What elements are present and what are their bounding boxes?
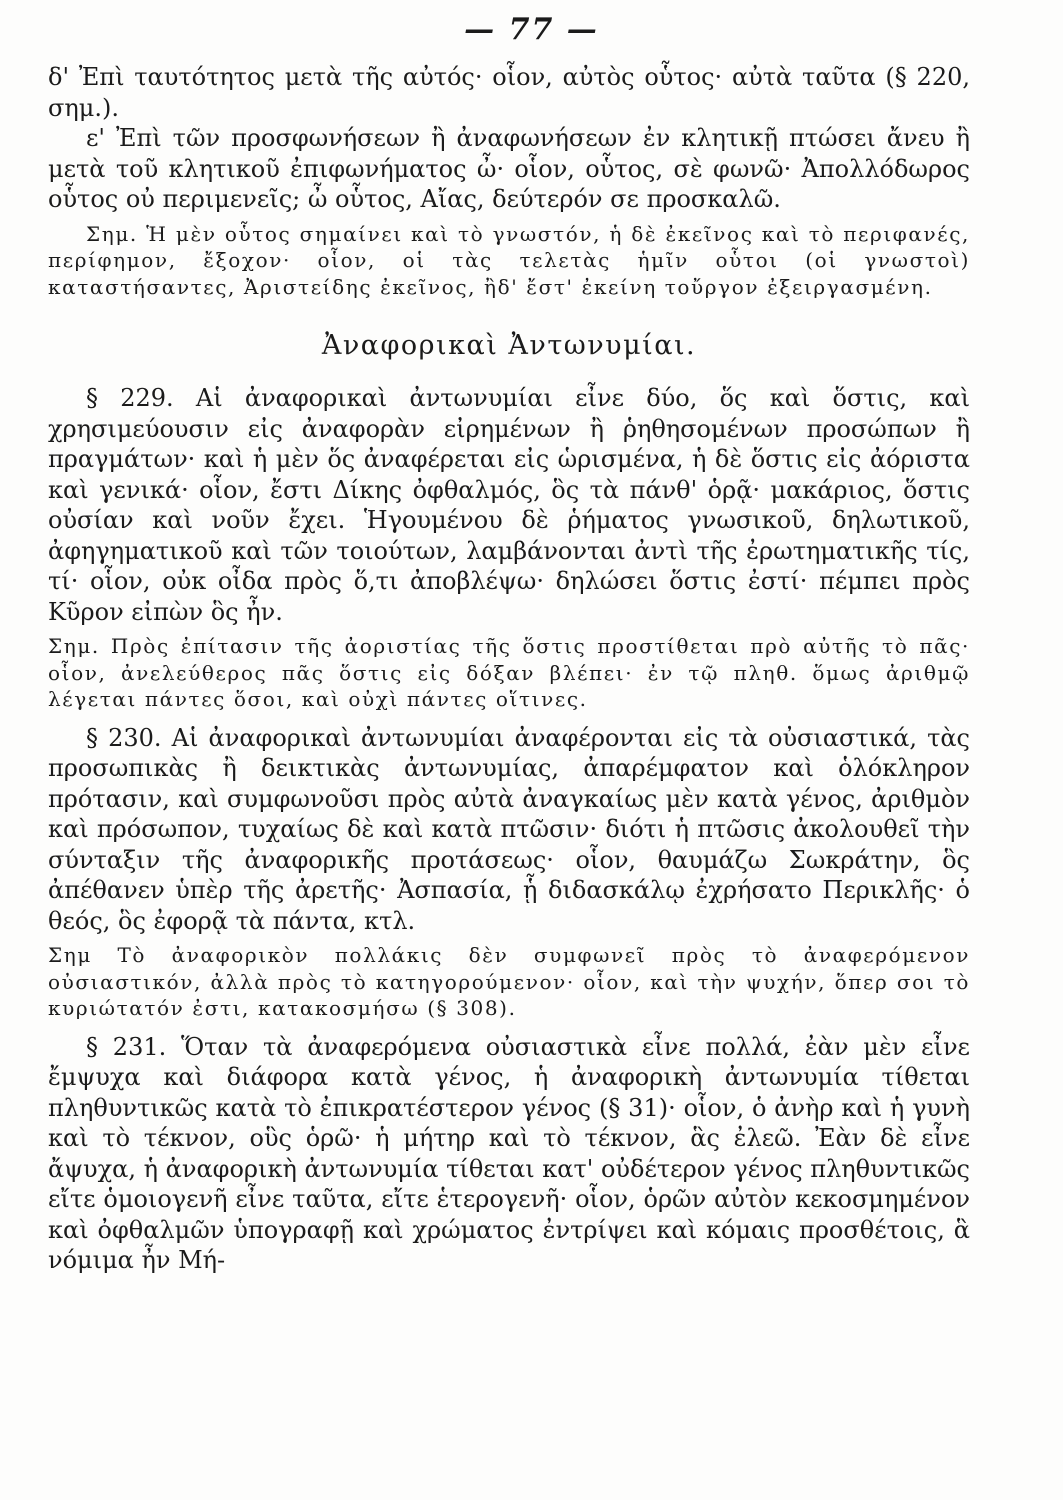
paragraph-section-229: § 229. Αἱ ἀναφορικαὶ ἀντωνυμίαι εἶνε δύο, ὅς καὶ ὅστις, καὶ χρησιμεύουσιν εἰς ἀναφορὰν εἰρημένων ἢ ῥηθησομένων προσώπων ἢ πραγμάτων· καὶ ἡ μὲν ὅς ἀναφέρεται εἰς ὡρισμένα, ἡ δὲ ὅστις εἰς ἀόριστα καὶ γενικά· οἷον, ἔστι Δίκης ὀφθαλμός, ὃς τὰ πάνθ' ὁρᾷ· μακάριος, ὅστις οὐσίαν καὶ νοῦν ἔχει. Ἡγουμένου δὲ ῥήματος γνωσικοῦ, δηλωτικοῦ, ἀφηγηματικοῦ καὶ τῶν τοιούτων, λαμβάνονται ἀντὶ τῆς ἐρωτηματικῆς τίς, τί· οἷον, οὐκ οἶδα πρὸς ὅ,τι ἀποβλέψω· δηλώσει ὅστις ἐστί· πέμπει πρὸς Κῦρον εἰπὼν ὃς ἦν. [48,384,970,626]
paragraph-vocative-usage: ε' Ἐπὶ τῶν προσφωνήσεων ἢ ἀναφωνήσεων ἐν κλητικῇ πτώσει ἄνευ ἢ μετὰ τοῦ κλητικοῦ ἐπιφωνήματος ὦ· οἷον, οὗτος, σὲ φωνῶ· Ἀπολλόδωρος οὗτος οὐ περιμενεῖς; ὦ οὗτος, Αἴας, δεύτερόν σε προσκαλῶ. [48,124,970,213]
paragraph-section-230: § 230. Αἱ ἀναφορικαὶ ἀντωνυμίαι ἀναφέρονται εἰς τὰ οὐσιαστικά, τὰς προσωπικὰς ἢ δεικτικὰς ἀντωνυμίας, ἀπαρέμφατον καὶ ὁλόκληρον πρότασιν, καὶ συμφωνοῦσι πρὸς αὐτὰ ἀναγκαίως μὲν κατὰ γένος, ἀριθμὸν καὶ πρόσωπον, τυχαίως δὲ καὶ κατὰ πτῶσιν· διότι ἡ πτῶσις ἀκολουθεῖ τὴν σύνταξιν τῆς ἀναφορικῆς προτάσεως· οἷον, θαυμάζω Σωκράτην, ὃς ἀπέθανεν ὑπὲρ τῆς ἀρετῆς· Ἀσπασία, ᾗ διδασκάλῳ ἐχρήσατο Περικλῆς· ὁ θεός, ὃς ἐφορᾷ τὰ πάντα, κτλ. [48,723,970,935]
paragraph-section-231: § 231. Ὅταν τὰ ἀναφερόμενα οὐσιαστικὰ εἶνε πολλά, ἐὰν μὲν εἶνε ἔμψυχα καὶ διάφορα κατὰ γένος, ἡ ἀναφορικὴ ἀντωνυμία τίθεται πληθυντικῶς κατὰ τὸ ἐπικρατέστερον γένος (§ 31)· οἷον, ὁ ἀνὴρ καὶ ἡ γυνὴ καὶ τὸ τέκνον, οὓς ὁρῶ· ἡ μήτηρ καὶ τὸ τέκνον, ἃς ἐλεῶ. Ἐὰν δὲ εἶνε ἄψυχα, ἡ ἀναφορικὴ ἀντωνυμία τίθεται κατ' οὐδέτερον γένος πληθυντικῶς εἴτε ὁμοιογενῆ εἶνε ταῦτα, εἴτε ἑτερογενῆ· οἷον, ὁρῶν αὐτὸν κεκοσμημένον καὶ ὀφθαλμῶν ὑπογραφῇ καὶ χρώματος ἐντρίψει καὶ κόμαις προσθέτοις, ἃ νόμιμα ἦν Μή- [48,1032,970,1274]
note-demonstratives: Σημ. Ἡ μὲν οὗτος σημαίνει καὶ τὸ γνωστόν, ἡ δὲ ἐκεῖνος καὶ τὸ περιφανές, περίφημον, ἔξοχον· οἷον, οἱ τὰς τελετὰς ἡμῖν οὗτοι (οἱ γνωστοὶ) καταστήσαντες, Ἀριστείδης ἐκεῖνος, ἢδ' ἔστ' ἐκείνη τοὔργον ἐξειργασμένη. [48,221,970,299]
page-number: — 77 — [464,12,599,47]
section-heading: Ἀναφορικαὶ Ἀντωνυμίαι. [321,330,697,361]
note-section-230: Σημ Τὸ ἀναφορικὸν πολλάκις δὲν συμφωνεῖ πρὸς τὸ ἀναφερόμενον οὐσιαστικόν, ἀλλὰ πρὸς τὸ κατηγορούμενον· οἷον, καὶ τὴν ψυχήν, ὅπερ σοι τὸ κυριώτατόν ἐστι, κατακοσμήσω (§ 308). [48,943,970,1020]
note-section-229: Σημ. Πρὸς ἐπίτασιν τῆς ἀοριστίας τῆς ὅστις προστίθεται πρὸ αὐτῆς τὸ πᾶς· οἷον, ἀνελεύθερος πᾶς ὅστις εἰς δόξαν βλέπει· ἐν τῷ πληθ. ὅμως ἀριθμῷ λέγεται πάντες ὅσοι, καὶ οὐχὶ πάντες οἵτινες. [48,634,970,711]
page-body [48,62,970,1276]
paragraph-identity-usage: δ' Ἐπὶ ταυτότητος μετὰ τῆς αὐτός· οἷον, αὐτὸς οὗτος· αὐτὰ ταῦτα (§ 220, σημ.). [48,63,970,122]
